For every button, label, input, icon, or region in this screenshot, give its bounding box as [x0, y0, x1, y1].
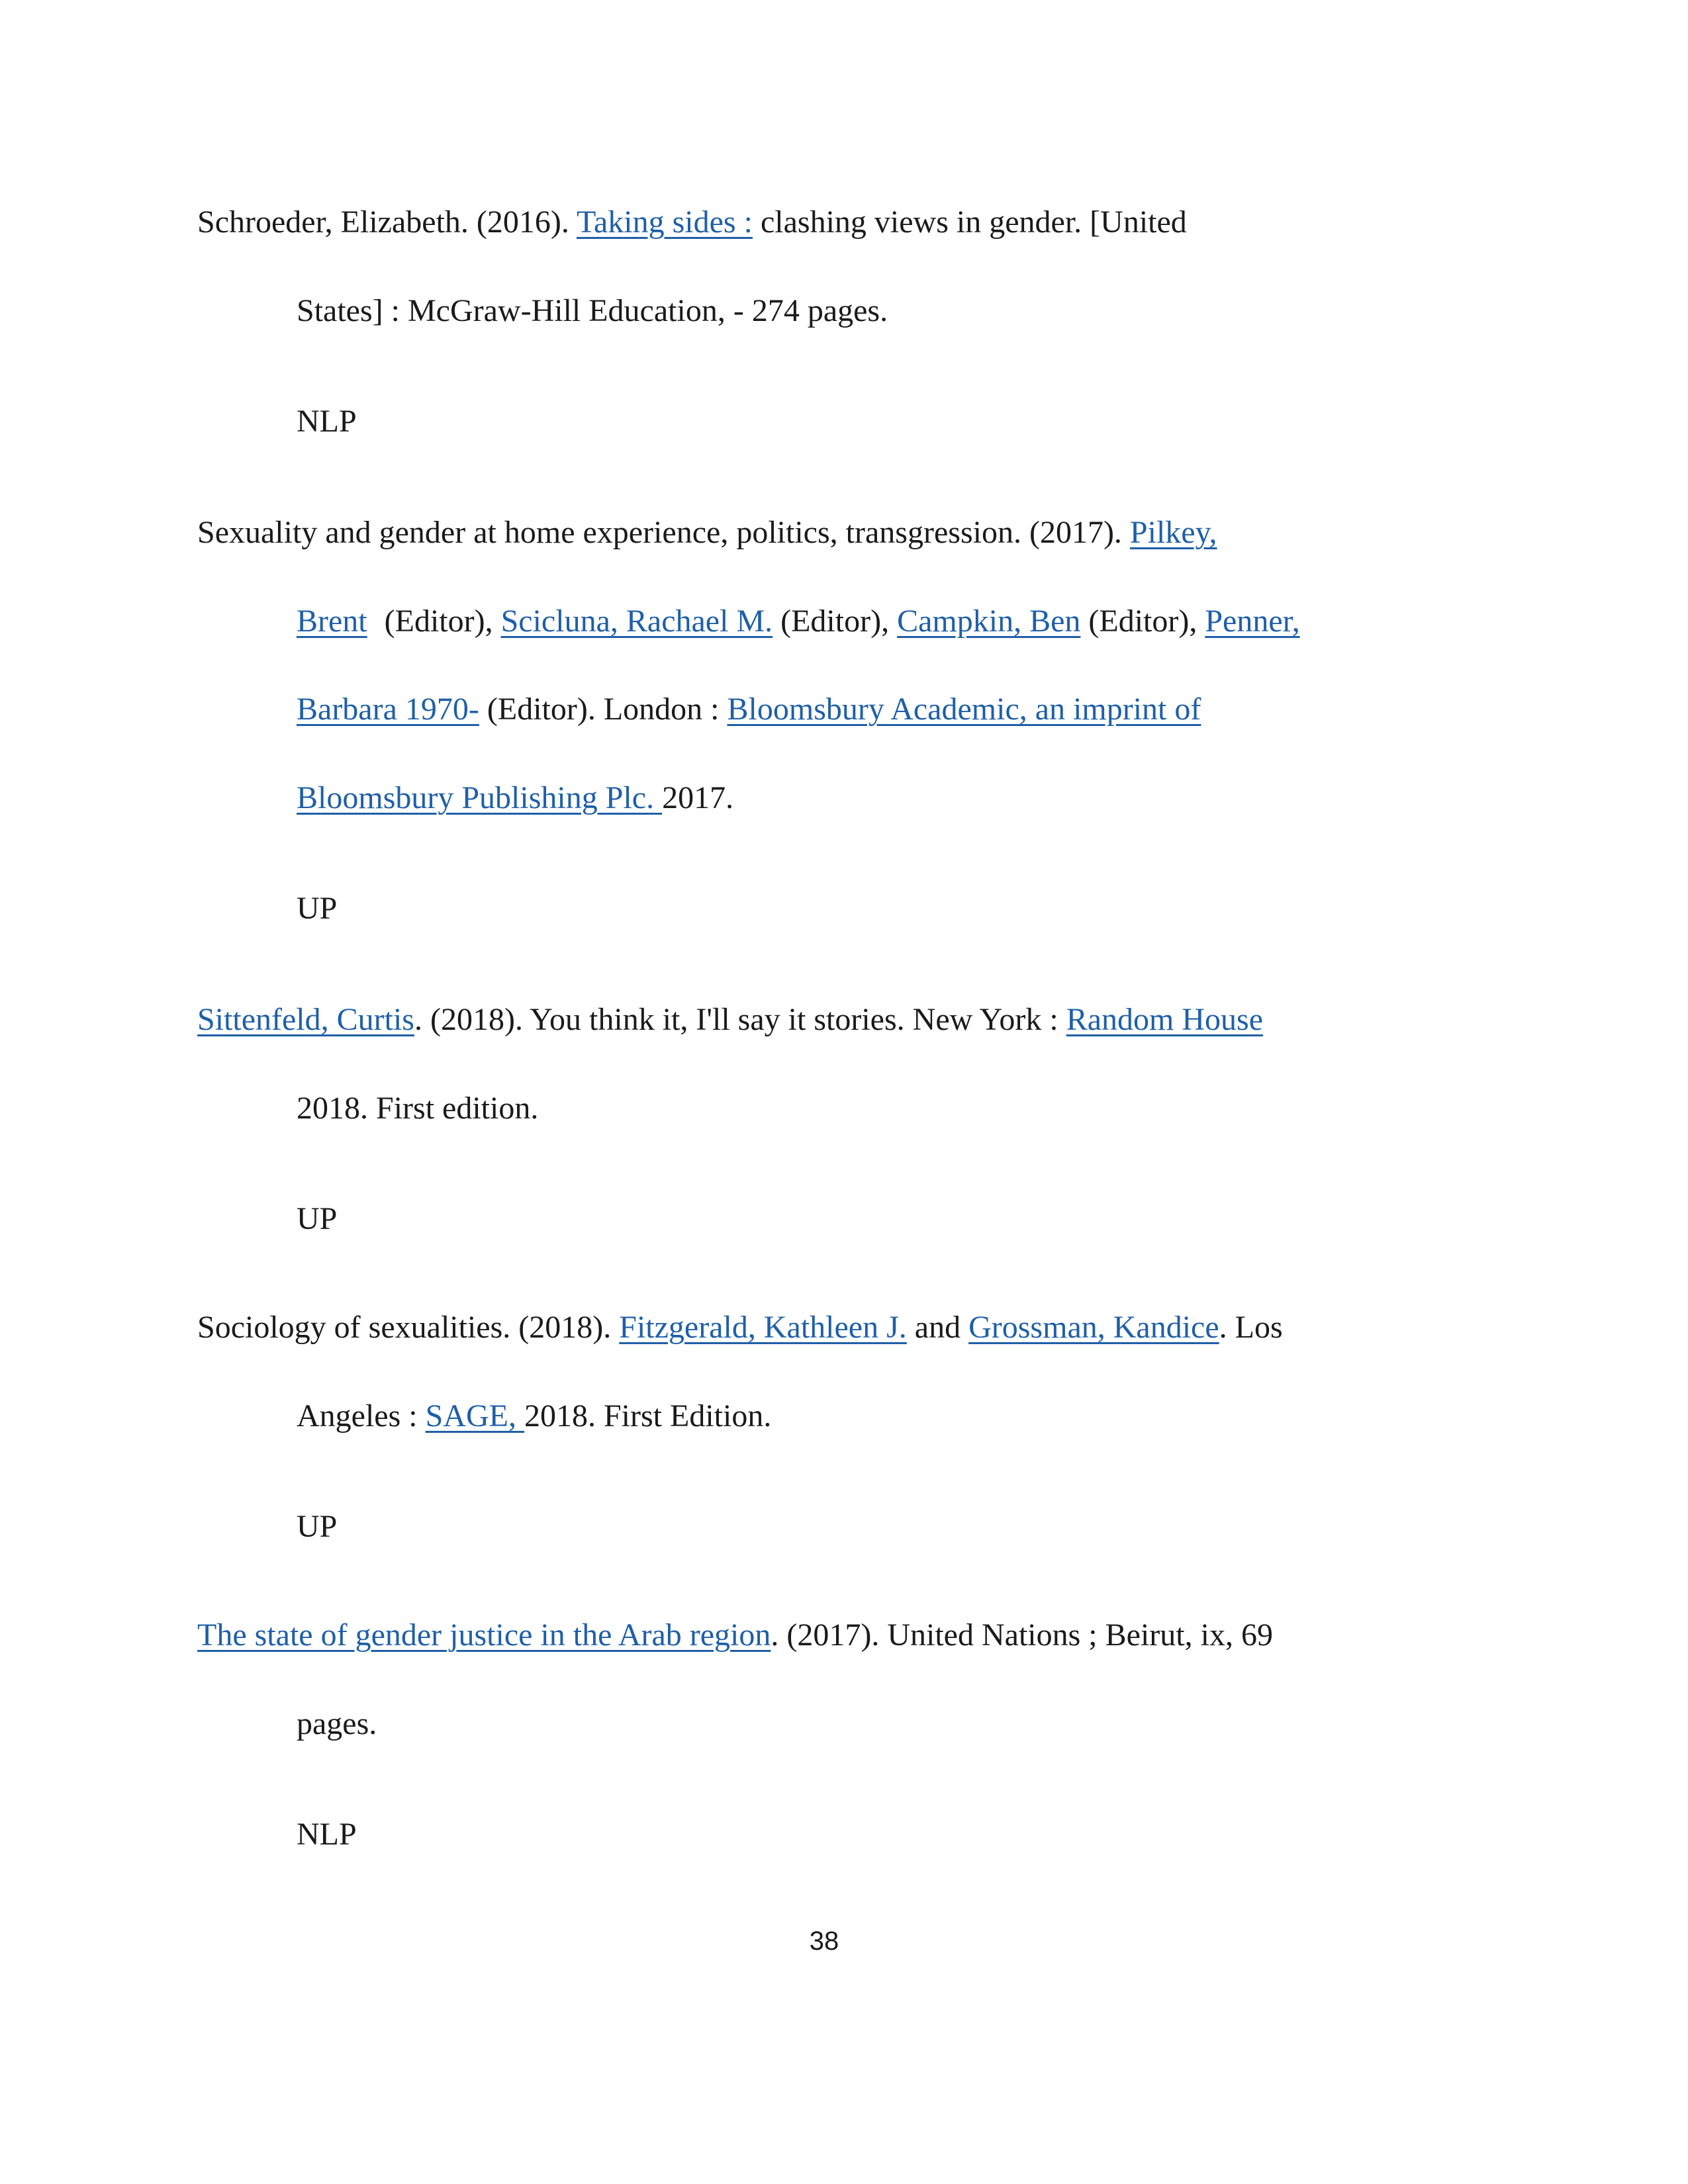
ref1-text-cont: clashing views in gender. [United	[752, 205, 1187, 240]
ref2-tag: UP	[297, 891, 338, 926]
ref4-place: Angeles :	[297, 1398, 426, 1433]
ref4-author-link-fitzgerald[interactable]: Fitzgerald, Kathleen J.	[619, 1310, 907, 1345]
ref2-line4	[197, 778, 733, 818]
ref4-tag: UP	[297, 1509, 338, 1544]
ref2-line2	[197, 602, 1300, 641]
ref2-author-link-pilkey[interactable]: Pilkey,	[1129, 515, 1217, 550]
ref3-line2: 2018. First edition.	[297, 1091, 539, 1126]
ref1-title-link[interactable]: Taking sides :	[577, 205, 753, 240]
ref2-line3	[197, 690, 1201, 729]
ref3-author-link[interactable]: Sittenfeld, Curtis	[197, 1002, 414, 1037]
ref2-title: Sexuality and gender at home experience, politics, transgression. (2017).	[197, 515, 1130, 550]
ref4-title: Sociology of sexualities. (2018).	[197, 1310, 620, 1345]
ref5-tag: NLP	[297, 1817, 357, 1852]
ref4-author-link-grossman[interactable]: Grossman, Kandice	[968, 1310, 1219, 1345]
ref2-author-link-campkin[interactable]: Campkin, Ben	[897, 604, 1081, 639]
ref2-line1	[197, 513, 1248, 553]
editor-label: (Editor),	[773, 604, 898, 639]
ref4-edition: 2018. First Edition.	[524, 1398, 772, 1433]
ref2-year: 2017.	[662, 780, 734, 815]
ref4-line1	[197, 1308, 1283, 1347]
ref2-publisher-link[interactable]: Bloomsbury Academic, an imprint of	[727, 692, 1201, 727]
ref4-and: and	[906, 1310, 969, 1345]
ref3-tag: UP	[297, 1201, 338, 1236]
ref5-title-link[interactable]: The state of gender justice in the Arab region	[197, 1617, 771, 1653]
ref5-line1	[197, 1615, 1273, 1655]
editor-label: (Editor),	[376, 604, 501, 639]
ref3-line1	[197, 1000, 1263, 1040]
ref3-publisher-link[interactable]: Random House	[1066, 1002, 1263, 1037]
page-number: 38	[809, 1927, 839, 1956]
ref4-text-cont: . Los	[1219, 1310, 1283, 1345]
ref2-author-link-brent[interactable]: Brent	[297, 604, 367, 639]
ref5-text-cont: . (2017). United Nations ; Beirut, ix, 69	[771, 1617, 1273, 1653]
ref3-title: . (2018). You think it, I'll say it stories. New York :	[414, 1002, 1066, 1037]
ref2-author-link-penner[interactable]: Penner,	[1205, 604, 1300, 639]
ref1-line1	[197, 203, 1187, 242]
ref4-publisher-link[interactable]: SAGE,	[425, 1398, 516, 1433]
ref2-publisher-link-cont[interactable]: Bloomsbury Publishing Plc.	[297, 780, 655, 815]
ref5-line2: pages.	[297, 1706, 377, 1741]
ref2-author-link-barbara[interactable]: Barbara 1970-	[297, 692, 479, 727]
ref1-text: Schroeder, Elizabeth. (2016).	[197, 205, 577, 240]
ref2-author-link-scicluna[interactable]: Scicluna, Rachael M.	[500, 604, 773, 639]
ref4-line2	[297, 1396, 771, 1436]
ref1-tag: NLP	[297, 404, 357, 439]
editor-label: (Editor),	[1080, 604, 1205, 639]
ref1-line2: States] : McGraw-Hill Education, - 274 pages.	[297, 293, 888, 328]
ref2-publisher-text: (Editor). London :	[479, 692, 727, 727]
